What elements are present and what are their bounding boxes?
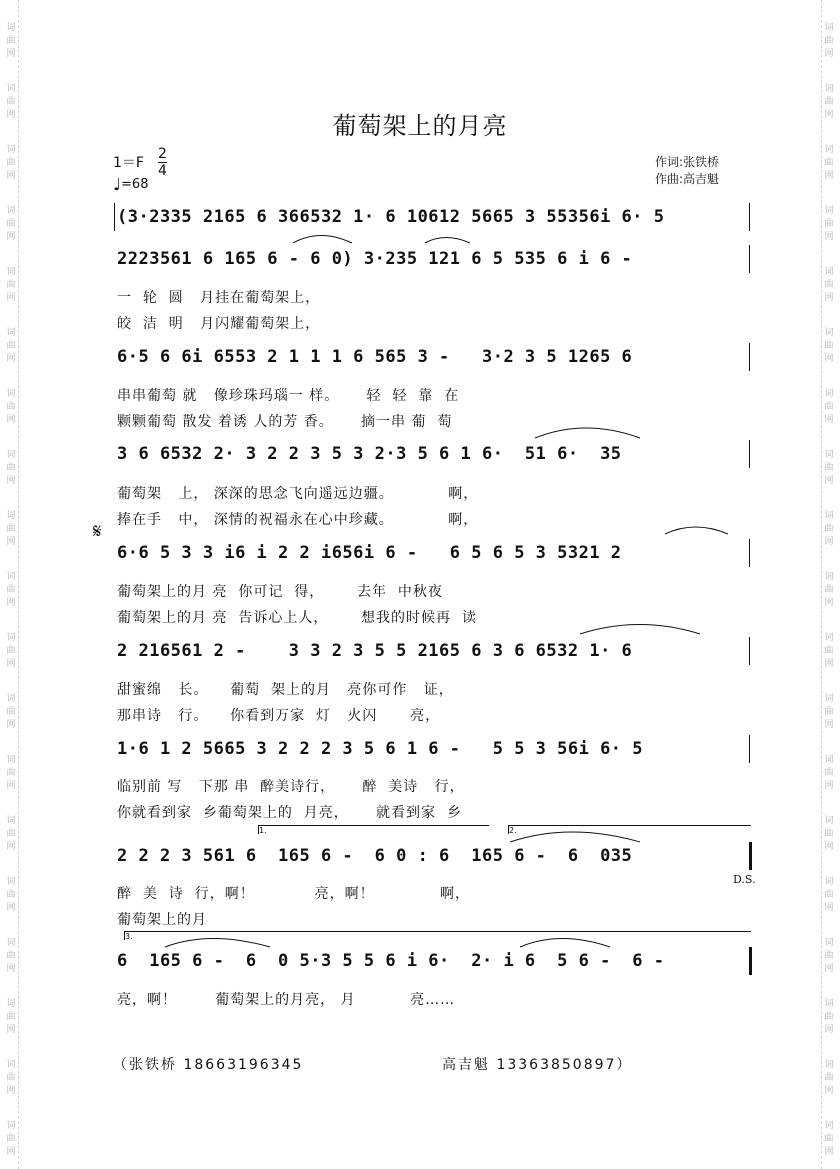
watermark-text: 词 曲 网	[6, 511, 16, 547]
left-watermark-strip	[4, 0, 19, 1169]
key-signature: 1＝F	[113, 155, 144, 171]
volta-3	[124, 931, 751, 940]
watermark-text: 词 曲 网	[824, 328, 834, 364]
volta-3-label: 3.	[125, 932, 133, 941]
watermark-text: 词 曲 网	[6, 328, 16, 364]
watermark-text: 词 曲 网	[6, 694, 16, 730]
lyric-row-9a: 醉 美 诗 行，啊！ 亮，啊！ 啊，	[117, 886, 471, 902]
lyric-row-4a: 串串葡萄 就 像珍珠玛瑙一 样。 轻 轻 靠 在	[117, 388, 460, 404]
tempo-value: =68	[121, 177, 149, 192]
segno-sign: 𝄋	[93, 519, 102, 543]
lyric-row-5b: 捧在手 中， 深情的祝福永在心中珍藏。 啊，	[117, 512, 479, 528]
lyric-row-8a: 临别前 写 下那 串 醉美诗行， 醉 美诗 行，	[117, 779, 465, 795]
watermark-text: 词 曲 网	[824, 450, 834, 486]
watermark-text: 词 曲 网	[6, 572, 16, 608]
volta-1	[258, 825, 489, 834]
watermark-text: 词 曲 网	[824, 938, 834, 974]
quarter-note-icon: ♩	[113, 175, 122, 195]
watermark-text: 词 曲 网	[824, 572, 834, 608]
watermark-text: 词 曲 网	[824, 1121, 834, 1157]
volta-2-label: 2.	[509, 826, 517, 835]
lyric-row-9b: 葡萄架上的月	[117, 912, 207, 928]
watermark-text: 词 曲 网	[824, 1060, 834, 1096]
barline	[749, 343, 750, 371]
watermark-text: 词 曲 网	[6, 206, 16, 242]
watermark-text: 词 曲 网	[6, 267, 16, 303]
watermark-text: 词 曲 网	[824, 755, 834, 791]
barline	[749, 203, 750, 231]
watermark-text: 词 曲 网	[6, 999, 16, 1035]
watermark-text: 词 曲 网	[824, 23, 834, 59]
watermark-text: 词 曲 网	[824, 633, 834, 669]
barline	[749, 539, 750, 567]
watermark-text: 词 曲 网	[6, 389, 16, 425]
barline	[114, 203, 115, 231]
watermark-text: 词 曲 网	[824, 999, 834, 1035]
lyric-row-10a: 亮，啊！ 葡萄架上的月亮， 月 亮……	[117, 992, 456, 1008]
notation-row-5: 3 6 6532 2· 3 2 2 3 5 3 2·3 5 6 1 6· 51 6· 35	[117, 444, 622, 464]
lyric-row-5a: 葡萄架 上， 深深的思念飞向遥远边疆。 啊，	[117, 486, 479, 502]
watermark-text: 词 曲 网	[6, 938, 16, 974]
watermark-text: 词 曲 网	[6, 816, 16, 852]
watermark-text: 词 曲 网	[6, 633, 16, 669]
watermark-text: 词 曲 网	[6, 145, 16, 181]
lyric-row-8b: 你就看到家 乡葡萄架上的 月亮， 就看到家 乡	[117, 805, 462, 821]
right-watermark-strip	[821, 0, 836, 1169]
notation-row-9: 2 2 2 3 561 6 165 6 - 6 0 : 6 165 6 - 6 035	[117, 846, 633, 866]
barline	[749, 440, 750, 468]
watermark-text: 词 曲 网	[824, 816, 834, 852]
dal-segno-mark: D.S.	[733, 873, 756, 886]
watermark-text: 词 曲 网	[824, 206, 834, 242]
watermark-text: 词 曲 网	[824, 389, 834, 425]
lyric-row-7b: 那串诗 行。 你看到万家 灯 火闪 亮，	[117, 708, 441, 724]
slur	[425, 238, 470, 244]
watermark-text: 词 曲 网	[6, 1060, 16, 1096]
watermark-text: 词 曲 网	[6, 23, 16, 59]
final-barline	[749, 947, 752, 975]
watermark-text: 词 曲 网	[824, 84, 834, 120]
lyric-row-6b: 葡萄架上的月 亮 告诉心上人， 想我的时候再 读	[117, 610, 477, 626]
watermark-text: 词 曲 网	[824, 694, 834, 730]
notation-row-10: 6 165 6 - 6 0 5·3 5 5 6 i 6· 2· i 6 5 6 - 6 -	[117, 951, 665, 971]
notation-row-4: 6·5 6 6i 6553 2 1 1 1 6 565 3 - 3·2 3 5 1265 6	[117, 347, 633, 367]
watermark-text: 词 曲 网	[824, 267, 834, 303]
barline	[749, 245, 750, 273]
watermark-text: 词 曲 网	[6, 84, 16, 120]
lyric-row-4b: 颗颗葡萄 散发 着诱 人的芳 香。 摘一串 葡 萄	[117, 414, 453, 430]
volta-1-label: 1.	[259, 826, 267, 835]
barline	[749, 735, 750, 763]
contact-left: （张铁桥 18663196345	[113, 1057, 304, 1073]
slur	[293, 236, 352, 244]
time-signature	[158, 146, 167, 179]
notation-row-2: 2223561 6 165 6 - 6 0) 3·235 121 6 5 535 6 i 6 -	[117, 249, 633, 269]
watermark-text: 词 曲 网	[824, 145, 834, 181]
time-sig-numerator: 2	[158, 146, 167, 162]
lyricist-credit: 作词:张铁桥	[655, 155, 720, 169]
watermark-text: 词 曲 网	[6, 755, 16, 791]
watermark-text: 词 曲 网	[824, 511, 834, 547]
notation-row-1: (3·2335 2165 6 366532 1· 6 10612 5665 3 55356i 6· 5	[117, 207, 665, 227]
lyric-row-6a: 葡萄架上的月 亮 你可记 得， 去年 中秋夜	[117, 584, 443, 600]
watermark-text: 词 曲 网	[6, 450, 16, 486]
lyric-row-7a: 甜蜜绵 长。 葡萄 架上的月 亮你可作 证，	[117, 682, 454, 698]
tempo-mark	[113, 175, 148, 195]
lyric-row-3a: 一 轮 圆 月挂在葡萄架上，	[117, 290, 321, 306]
watermark-text: 词 曲 网	[6, 1121, 16, 1157]
page-title: 葡萄架上的月亮	[332, 112, 508, 140]
watermark-text: 词 曲 网	[6, 877, 16, 913]
watermark-text: 词 曲 网	[824, 877, 834, 913]
volta-2	[508, 825, 751, 834]
time-sig-denominator: 4	[158, 163, 167, 179]
lyric-row-3b: 皎 洁 明 月闪耀葡萄架上，	[117, 316, 321, 332]
contact-right: 高吉魁 13363850897）	[442, 1057, 633, 1073]
notation-row-6: 6·6 5 3 3 i6 i 2 2 i656i 6 - 6 5 6 5 3 5321 2	[117, 543, 622, 563]
notation-row-7: 2 216561 2 - 3 3 2 3 5 5 2165 6 3 6 6532 1· 6	[117, 641, 633, 661]
notation-row-8: 1·6 1 2 5665 3 2 2 2 3 5 6 1 6 - 5 5 3 56i 6· 5	[117, 739, 644, 759]
composer-credit: 作曲:高吉魁	[655, 172, 720, 186]
final-barline	[749, 842, 752, 870]
barline	[749, 637, 750, 665]
